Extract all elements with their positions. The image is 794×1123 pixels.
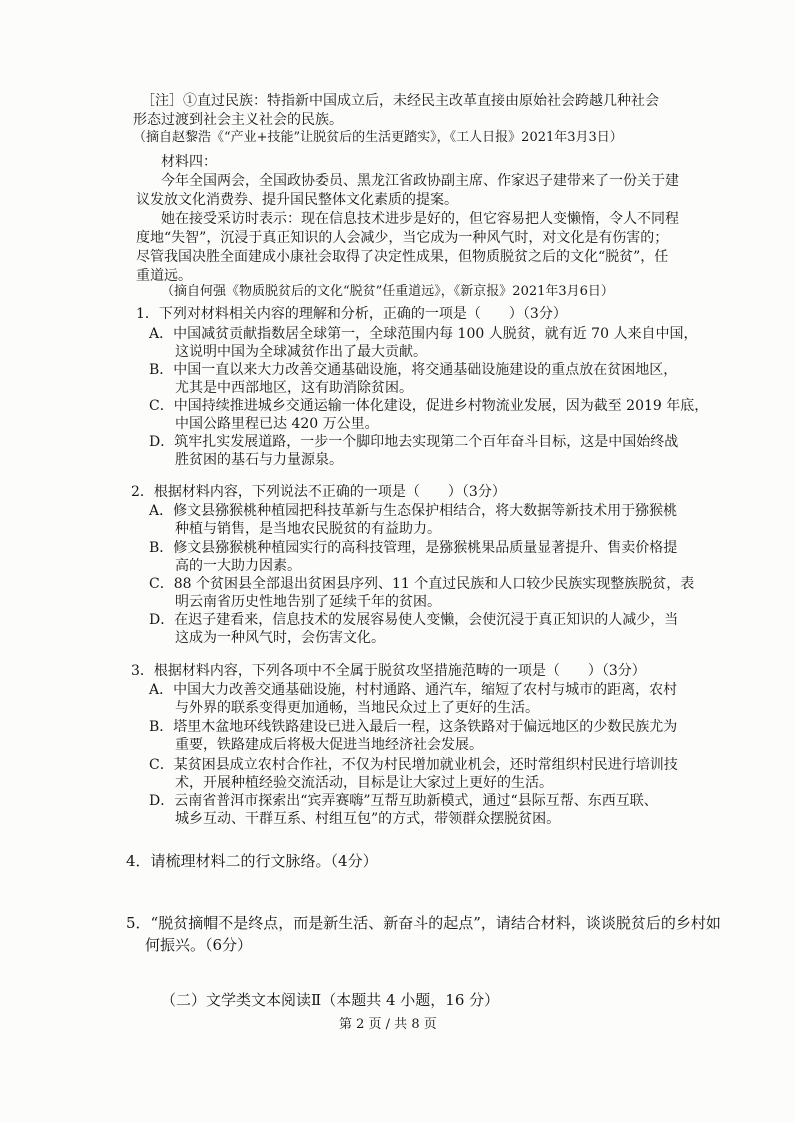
question-1-option-a: A．中国减贫贡献指数居全球第一，全球范围内每 100 人脱贫，就有近 70 人来自中国， bbox=[149, 326, 698, 342]
note-line-2: 形态过渡到社会主义社会的民族。 bbox=[133, 112, 343, 128]
question-3-option-a-cont: 与外界的联系变得更加通畅，当地民众过上了更好的生活。 bbox=[175, 700, 539, 716]
question-2-stem: 2．根据材料内容，下列说法不正确的一项是（ ）（3分） bbox=[131, 484, 506, 500]
question-1-option-c-cont: 中国公路里程已达 420 万公里。 bbox=[175, 416, 379, 432]
question-2-option-c-cont: 明云南省历史性地告别了延续千年的贫困。 bbox=[175, 594, 441, 610]
question-2-option-a-cont: 种植与销售，是当地农民脱贫的有益助力。 bbox=[175, 521, 441, 537]
material4-heading: 材料四： bbox=[161, 154, 217, 170]
note-line-1: ［注］①直过民族：特指新中国成立后，未经民主改革直接由原始社会跨越几种社会 bbox=[141, 93, 659, 109]
question-3-option-b: B．塔里木盆地环线铁路建设已进入最后一程，这条铁路对于偏远地区的少数民族尤为 bbox=[149, 719, 678, 735]
question-3-option-d-cont: 城乡互动、干群互系、村组互包”的方式，带领群众摆脱贫困。 bbox=[175, 811, 561, 827]
material4-line: 她在接受采访时表示：现在信息技术进步是好的，但它容易把人变懒惰，令人不同程 bbox=[161, 211, 679, 227]
question-2-option-c: C．88 个贫困县全部退出贫困县序列、11 个直过民族和人口较少民族实现整族脱贫，表 bbox=[149, 576, 695, 592]
material4-line: 重道远。 bbox=[136, 268, 192, 284]
note-source: （摘自赵黎浩《“产业+技能”让脱贫后的生活更踏实》，《工人日报》2021年3月3日） bbox=[133, 130, 623, 145]
material4-line: 度地“失智”，沉浸于真正知识的人会减少，当它成为一种风气时，对文化是有伤害的； bbox=[136, 230, 669, 246]
question-3-option-c-cont: 术，开展种植经验交流活动，目标是让大家过上更好的生活。 bbox=[175, 775, 553, 791]
question-1-option-b-cont: 尤其是中西部地区，这有助消除贫困。 bbox=[175, 380, 413, 396]
material4-source: （摘自何强《物质脱贫后的文化“脱贫”任重道远》，《新京报》2021年3月6日） bbox=[161, 284, 614, 299]
question-3-stem: 3．根据材料内容，下列各项中不全属于脱贫攻坚措施范畴的一项是（ ）（3分） bbox=[131, 663, 646, 679]
material4-line: 议发放文化消费券、提升国民整体文化素质的提案。 bbox=[136, 192, 458, 208]
question-2-option-a: A．修文县猕猴桃种植园把科技革新与生态保护相结合，将大数据等新技术用于猕猴桃 bbox=[149, 503, 678, 519]
question-1-option-b: B．中国一直以来大力改善交通基础设施，将交通基础设施建设的重点放在贫困地区， bbox=[149, 362, 678, 378]
question-2-option-b-cont: 高的一大助力因素。 bbox=[175, 558, 301, 574]
question-3-option-d: D．云南省普洱市探索出“宾弄赛嗨”互帮互助新模式，通过“县际互帮、东西互联、 bbox=[149, 793, 658, 809]
material4-line: 尽管我国决胜全面建成小康社会取得了决定性成果，但物质脱贫之后的文化“脱贫”，任 bbox=[136, 249, 669, 265]
page-footer: 第 2 页 / 共 8 页 bbox=[339, 1017, 437, 1032]
question-4-stem: 4．请梳理材料二的行文脉络。（4分） bbox=[126, 852, 378, 870]
question-2-option-d-cont: 这成为一种风气时，会伤害文化。 bbox=[175, 630, 385, 646]
question-1-option-a-cont: 这说明中国为全球减贫作出了最大贡献。 bbox=[175, 344, 427, 360]
question-3-option-b-cont: 重要，铁路建成后将极大促进当地经济社会发展。 bbox=[175, 737, 483, 753]
question-3-option-a: A．中国大力改善交通基础设施，村村通路、通汽车，缩短了农村与城市的距离，农村 bbox=[149, 682, 678, 698]
material4-line: 今年全国两会，全国政协委员、黑龙江省政协副主席、作家迟子建带来了一份关于建 bbox=[161, 173, 679, 189]
section-heading: （二）文学类文本阅读Ⅱ（本题共 4 小题，16 分） bbox=[161, 991, 500, 1009]
question-2-option-b: B．修文县猕猴桃种植园实行的高科技管理，是猕猴桃果品质量显著提升、售卖价格提 bbox=[149, 540, 678, 556]
question-1-option-c: C．中国持续推进城乡交通运输一体化建设，促进乡村物流业发展，因为截至 2019 年底， bbox=[149, 398, 709, 414]
question-1-option-d-cont: 胜贫困的基石与力量源泉。 bbox=[175, 452, 343, 468]
question-2-option-d: D．在迟子建看来，信息技术的发展容易使人变懒，会使沉浸于真正知识的人减少，当 bbox=[149, 612, 679, 628]
question-5-stem-cont: 何振兴。（6分） bbox=[145, 936, 253, 954]
question-5-stem: 5．“脱贫摘帽不是终点，而是新生活、新奋斗的起点”，请结合材料，谈谈脱贫后的乡村如 bbox=[126, 914, 721, 932]
question-1-option-d: D．筑牢扎实发展道路，一步一个脚印地去实现第二个百年奋斗目标，这是中国始终战 bbox=[149, 434, 679, 450]
question-3-option-c: C．某贫困县成立农村合作社，不仅为村民增加就业机会，还时常组织村民进行培训技 bbox=[149, 757, 678, 773]
question-1-stem: 1．下列对材料相关内容的理解和分析，正确的一项是（ ）（3分） bbox=[136, 306, 567, 322]
